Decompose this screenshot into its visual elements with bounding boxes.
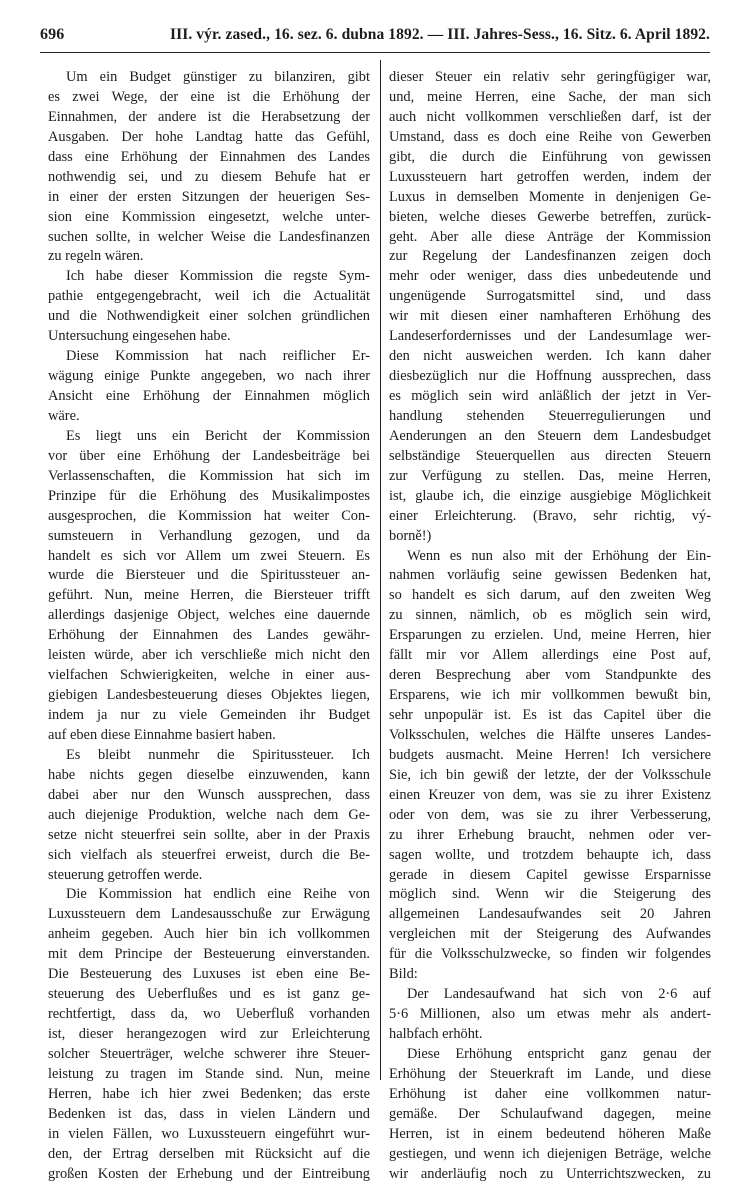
text-line: einen Kreuzer von dem, was sie zu ihrer Existenz [389, 786, 711, 803]
text-line: vielfachen Schwierigkeiten, welche in einer aus- [48, 667, 370, 684]
text-line: Der Landesaufwand hat sich von 2·6 auf [407, 986, 711, 1003]
text-line: nahmen vorläufig seine gewissen Bedenken hat, [389, 567, 711, 584]
text-line: Es bleibt nunmehr die Spiritussteuer. Ich [66, 746, 370, 763]
text-line: handlung stehenden Steuerregulierungen und [389, 407, 711, 424]
text-line: oder von dem, was sie zu ihrer Verbesserung, [389, 806, 711, 823]
text-line: Erhöhung ist daher eine vollkommen natur- [389, 1085, 711, 1102]
text-line: sagen wollte, und trotzdem behaupte ich, dass [389, 846, 711, 863]
text-line: mit dem Principe der Besteuerung einverstanden. [48, 946, 370, 963]
text-line: solcher Steuerträger, welche schwerer ihre Steuer- [48, 1045, 370, 1062]
text-line: den, der Ertrag derselben mit Rücksicht auf die [48, 1145, 370, 1162]
text-line: borně!) [389, 527, 432, 544]
text-line: es möglich sein wird anläßlich der jetzt in Ver- [389, 388, 711, 404]
text-line: Erhöhung der Einnahmen des Landes gewähr- [48, 627, 370, 644]
text-line: und die Nothwendigkeit einer solchen gründlichen [48, 308, 370, 325]
text-line: gerade in diesem Capitel gewisse Ersparnisse [389, 866, 711, 883]
running-title: III. výr. zased., 16. sez. 6. dubna 1892. — III. Jahres-Sess., 16. Sitz. 6. April 1892. [169, 26, 710, 43]
text-line: Wenn es nun also mit der Erhöhung der Ein- [407, 547, 711, 564]
text-line: Herren, habe ich hier zwei Bedenken; das erste [48, 1085, 370, 1102]
text-line: ist, dieser herangezogen wird zur Erleichterung [48, 1026, 370, 1042]
header-rule [40, 52, 710, 53]
text-line: mehr oder weniger, dass dies unbedeutende und [389, 268, 711, 285]
text-line: einer Erleichterung. (Bravo, sehr richtig, vý- [389, 507, 711, 524]
text-line: pathie entgegengebracht, weil ich die Actualität [48, 288, 370, 305]
text-line: Ersparens, wie ich mir vollkommen bewußt bin, [389, 687, 711, 704]
text-line: Die Kommission hat endlich eine Reihe von [66, 886, 370, 903]
text-line: Um ein Budget günstiger zu bilanziren, gibt [66, 69, 370, 85]
text-line: vor über eine Erhöhung der Landesbeiträge bei [48, 447, 370, 464]
text-line: Es liegt uns ein Bericht der Kommission [66, 427, 370, 444]
text-line: wäre. [48, 407, 80, 424]
text-line: giebigen Landesbesteuerung dieses Objektes liegen, [48, 687, 370, 704]
text-line: sion eine Kommission eingesetzt, welche unter- [48, 208, 370, 225]
text-line: den nicht ausweichen werden. Ich kann daher [389, 348, 711, 365]
text-line: Erhöhung der Steuerkraft im Lande, und diese [389, 1065, 711, 1082]
text-line: Ersparungen zu erzielen. Und, meine Herren, hier [389, 627, 711, 644]
text-line: Bedenken ist das, dass in vielen Ländern und [48, 1105, 370, 1122]
text-line: budgets ausmacht. Meine Herren! Ich versichere [389, 746, 711, 763]
text-line: möglich sind. Wenn wir die Steigerung des [389, 886, 711, 903]
text-line: geht. Aber alle diese Anträge der Kommission [389, 228, 711, 245]
text-line: Ansicht eine Erhöhung der Einnahmen möglich [48, 388, 370, 404]
text-line: habe nichts gegen dieselbe einzuwenden, kann [48, 766, 370, 783]
text-line: für die Volksschulzwecke, so finden wir folgendes [389, 946, 711, 963]
text-line: Landeserfordernisses und der Landesumlage wer- [389, 328, 711, 345]
text-line: Ausgaben. Der hohe Landtag hatte das Gefühl, [48, 128, 370, 145]
text-line: wurde die Biersteuer und die Spiritussteuer an- [48, 567, 370, 584]
text-line: Aenderungen an den Steuern dem Landesbudget [389, 427, 711, 444]
text-line: halbfach erhöht. [389, 1026, 483, 1042]
text-line: leisten würde, aber ich verschließe mich nicht den [48, 647, 370, 664]
text-line: auch diejenige Produktion, welche nach dem Ge- [48, 806, 370, 823]
text-line: ist, glaube ich, die einzige ausgiebige Möglichkeit [389, 487, 711, 504]
text-line: vergleichen mit der Steigerung des Aufwandes [389, 926, 711, 943]
text-line: auch nicht vollkommen verschließen darf, ist der [389, 108, 711, 125]
text-line: Volksschulen, welches die Hälfte unseres Landes- [389, 726, 711, 743]
text-line: wägung einige Punkte angegeben, wo nach ihrer [48, 368, 370, 385]
text-line: 5·6 Millionen, also um etwas mehr als andert- [389, 1006, 711, 1023]
text-line: in einer der ersten Sitzungen der heuerigen Ses- [48, 188, 370, 205]
text-line: steuerung des Ueberflußes und es ist ganz ge- [48, 986, 370, 1003]
text-line: Luxussteuern dem Landesausschuße zur Erwägung [48, 906, 370, 923]
text-line: Die Besteuerung des Luxuses ist eben eine Be- [48, 966, 370, 983]
text-line: Diese Kommission hat nach reiflicher Er- [66, 348, 370, 365]
text-line: steuerung getroffen werde. [48, 866, 203, 883]
text-line: wir anderläufig noch zu Unterrichtszwecken, zu [389, 1165, 711, 1182]
text-line: Prinzipe für die Erhöhung des Musikalimpostes [48, 487, 370, 504]
text-line: bieten, welche dieses Gewerbe betreffen, zurück- [389, 208, 711, 225]
text-line: indem ja nur zu viele Gemeinden ihr Budget [48, 707, 370, 723]
text-line: in vielen Fällen, wo Luxussteuern eingeführt wur- [48, 1125, 370, 1142]
text-line: ausgesprochen, die Kommission hat weiter Con- [48, 507, 370, 524]
text-line: gemäße. Der Schulaufwand dagegen, meine [389, 1105, 711, 1122]
text-line: dieser Steuer ein relativ sehr geringfügiger war, [389, 69, 711, 85]
text-line: dass eine Erhöhung der Einnahmen des Landes [48, 148, 370, 165]
left-column [48, 68, 370, 1185]
text-line: deren Besprechung aber vom Standpunkte des [389, 667, 711, 684]
text-line: diesbezüglich nur die Hoffnung aussprechen, dass [389, 368, 711, 385]
text-line: suchen sollte, in welcher Weise die Landesfinanzen [48, 228, 370, 245]
text-line: Herren, ist in einem bedeutend höheren Maße [389, 1125, 711, 1142]
text-line: zur Verfügung zu stellen. Das, meine Herren, [389, 467, 711, 484]
text-line: zu ihrer Erhebung braucht, nehmen oder ver- [389, 826, 711, 843]
text-line: rechtfertigt, dass da, wo Ueberfluß vorhanden [48, 1006, 370, 1023]
page-number: 696 [40, 26, 65, 43]
text-line: Sie, ich bin gewiß der letzte, der der Volksschule [389, 766, 711, 783]
text-line: leistung zu tragen im Stande sind. Nun, meine [48, 1065, 370, 1082]
text-line: es zwei Wege, der eine ist die Erhöhung der [48, 88, 370, 105]
text-line: sich vielfach als steuerfrei erweist, durch die Be- [48, 846, 370, 863]
text-line: großen Kosten der Erhebung und der Eintreibung [48, 1165, 370, 1182]
text-line: Bild: [389, 966, 418, 983]
text-line: ungenügende Surrogatsmittel sind, und dass [389, 288, 711, 305]
text-line: zu sinnen, nämlich, ob es möglich sein wird, [389, 607, 711, 624]
right-column [389, 68, 711, 1185]
text-line: gestiegen, und wenn ich diejenigen Beträge, welche [389, 1145, 711, 1162]
text-line: gibt, die durch die Einführung von gewissen [389, 148, 711, 165]
text-line: allerdings dasjenige Object, welches eine dauernde [48, 607, 370, 624]
text-line: Luxus in demselben Momente in denjenigen Ge- [389, 188, 711, 205]
text-line: Diese Erhöhung entspricht ganz genau der [407, 1045, 711, 1062]
text-line: wir mit diesen einer namhafteren Erhöhung des [389, 308, 711, 325]
text-line: selbständige Steuerquellen aus directen Steuern [389, 447, 711, 464]
text-line: sumsteuern in Verhandlung gezogen, und da [48, 527, 370, 544]
text-line: Einnahmen, der andere ist die Herabsetzung der [48, 108, 370, 125]
text-line: so handelt es sich darum, auf den zweiten Weg [389, 587, 711, 604]
text-line: und, meine Herren, eine Sache, der man sich [389, 88, 711, 105]
text-line: Umstand, dass es doch eine Reihe von Gewerben [389, 128, 711, 145]
text-line: fällt mir vor Allem allerdings eine Post auf, [389, 647, 711, 664]
text-line: Ich habe dieser Kommission die regste Sym- [66, 268, 370, 285]
text-line: setze nicht steuerfrei sein sollte, aber in der Praxis [48, 826, 370, 843]
text-line: Verlassenschaften, die Kommission hat sich im [48, 467, 370, 484]
text-line: anheim gegeben. Auch hier bin ich vollkommen [48, 926, 370, 943]
text-line: zu regeln wären. [48, 248, 144, 265]
column-divider [380, 60, 381, 1080]
text-line: sehr unpopulär ist. Es ist das Capitel über die [389, 707, 711, 723]
page-header [40, 26, 710, 44]
text-line: handelt es sich vor Allem um zwei Steuern. Es [48, 547, 370, 564]
text-line: auf eben diese Einnahme basiert haben. [48, 726, 276, 743]
text-line: zur Regelung der Landesfinanzen zeigen doch [389, 248, 711, 265]
text-line: allgemeinen Landesaufwandes seit 20 Jahren [389, 906, 711, 923]
text-line: nothwendig sei, und zu diesem Behufe hat er [48, 168, 370, 185]
text-line: Luxussteuern hart getroffen werden, indem der [389, 168, 711, 185]
text-line: geführt. Nun, meine Herren, die Biersteuer trifft [48, 587, 370, 604]
text-line: dabei aber nur den Wunsch aussprechen, dass [48, 786, 370, 803]
text-line: Untersuchung eingesehen habe. [48, 328, 231, 345]
